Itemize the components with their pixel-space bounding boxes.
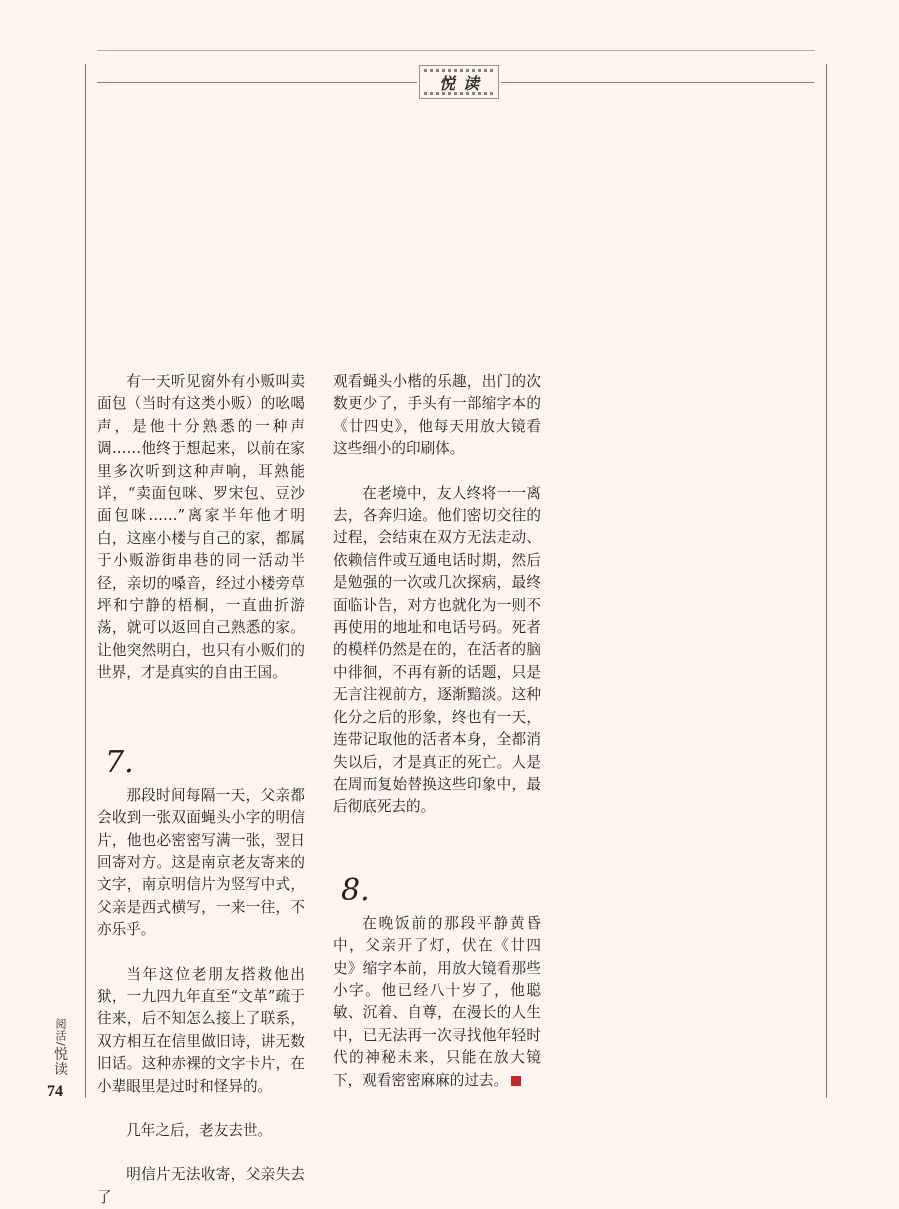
section-number-8: 8. <box>341 872 370 908</box>
page-number: 74 <box>47 1083 63 1100</box>
paragraph: 有一天听见窗外有小贩叫卖面包（当时有这类小贩）的吆喝声，是他十分熟悉的一种声调……他终于想起来，以前在家里多次听到这种声响，耳熟能详，“卖面包咪、罗宋包、豆沙面包咪……”离家半年他才明白，这座小楼与自己的家，都属于小贩游街串巷的同一活动半径，亲切的嗓音，经过小楼旁草坪和宁静的梧桐，一直曲折游荡，就可以返回自己熟悉的家。让他突然明白，也只有小贩们的世界，才是真实的自由王国。 <box>97 373 305 682</box>
top-rule <box>97 50 815 51</box>
left-column <box>97 371 305 1209</box>
header-rule-right <box>501 82 814 83</box>
running-title <box>42 1018 70 1077</box>
column-label <box>419 65 499 99</box>
paragraph: 几年之后，老友去世。 <box>126 1121 273 1139</box>
end-mark-icon <box>511 1076 521 1086</box>
paragraph-final-text: 在晚饭前的那段平静黄昏中，父亲开了灯，伏在《廿四史》缩字本前，用放大镜看那些小字。他已经八十岁了，他聪敏、沉着、自尊，在漫长的人生中，已无法再一次寻找他年轻时代的神秘未来，只能在放大镜下，观看密密麻麻的过去。 <box>333 914 541 1089</box>
paragraph: 当年这位老朋友搭救他出狱，一九四九年直至“文革”疏于往来，后不知怎么接上了联系，双方相互在信里做旧诗，讲无数旧话。这种赤裸的文字卡片，在小辈眼里是过时和怪异的。 <box>97 965 305 1095</box>
running-title-b: 悦读 <box>52 1046 68 1077</box>
paragraph: 在老境中，友人终将一一离去，各奔归途。他们密切交往的过程，会结束在双方无法走动、依赖信件或互通电话时期，然后是勉强的一次或几次探病，最终面临讣告，对方也就化为一则不再使用的地址和电话号码。死者的模样仍然是在的，在活者的脑中徘徊，不再有新的话题，只是无言注视前方，逐渐黯淡。这种化分之后的形象，终也有一天，连带记取他的活者本身，全都消失以后，才是真正的死亡。人是在周而复始替换这些印象中，最后彻底死去的。 <box>333 484 541 816</box>
right-margin-rule <box>826 64 827 1098</box>
running-title-a: 阅活 <box>54 1018 67 1042</box>
paragraph-continuation: 观看蝇头小楷的乐趣，出门的次数更少了，手头有一部缩字本的《廿四史》，他每天用放大镜看这些细小的印刷体。 <box>333 373 541 458</box>
header-rule-left <box>97 82 417 83</box>
paragraph: 明信片无法收寄，父亲失去了 <box>97 1166 305 1206</box>
right-column <box>333 371 541 1092</box>
left-margin-rule <box>85 64 86 1098</box>
paragraph-final <box>333 913 541 1092</box>
column-label-text: 悦读 <box>438 73 487 93</box>
section-number-7: 7. <box>105 744 134 780</box>
running-title-separator: / <box>54 1042 67 1047</box>
paragraph: 那段时间每隔一天，父亲都会收到一张双面蝇头小字的明信片，他也必密密写满一张，翌日回寄对方。这是南京老友寄来的文字，南京明信片为竖写中式，父亲是西式横写，一来一往，不亦乐乎。 <box>97 786 305 939</box>
